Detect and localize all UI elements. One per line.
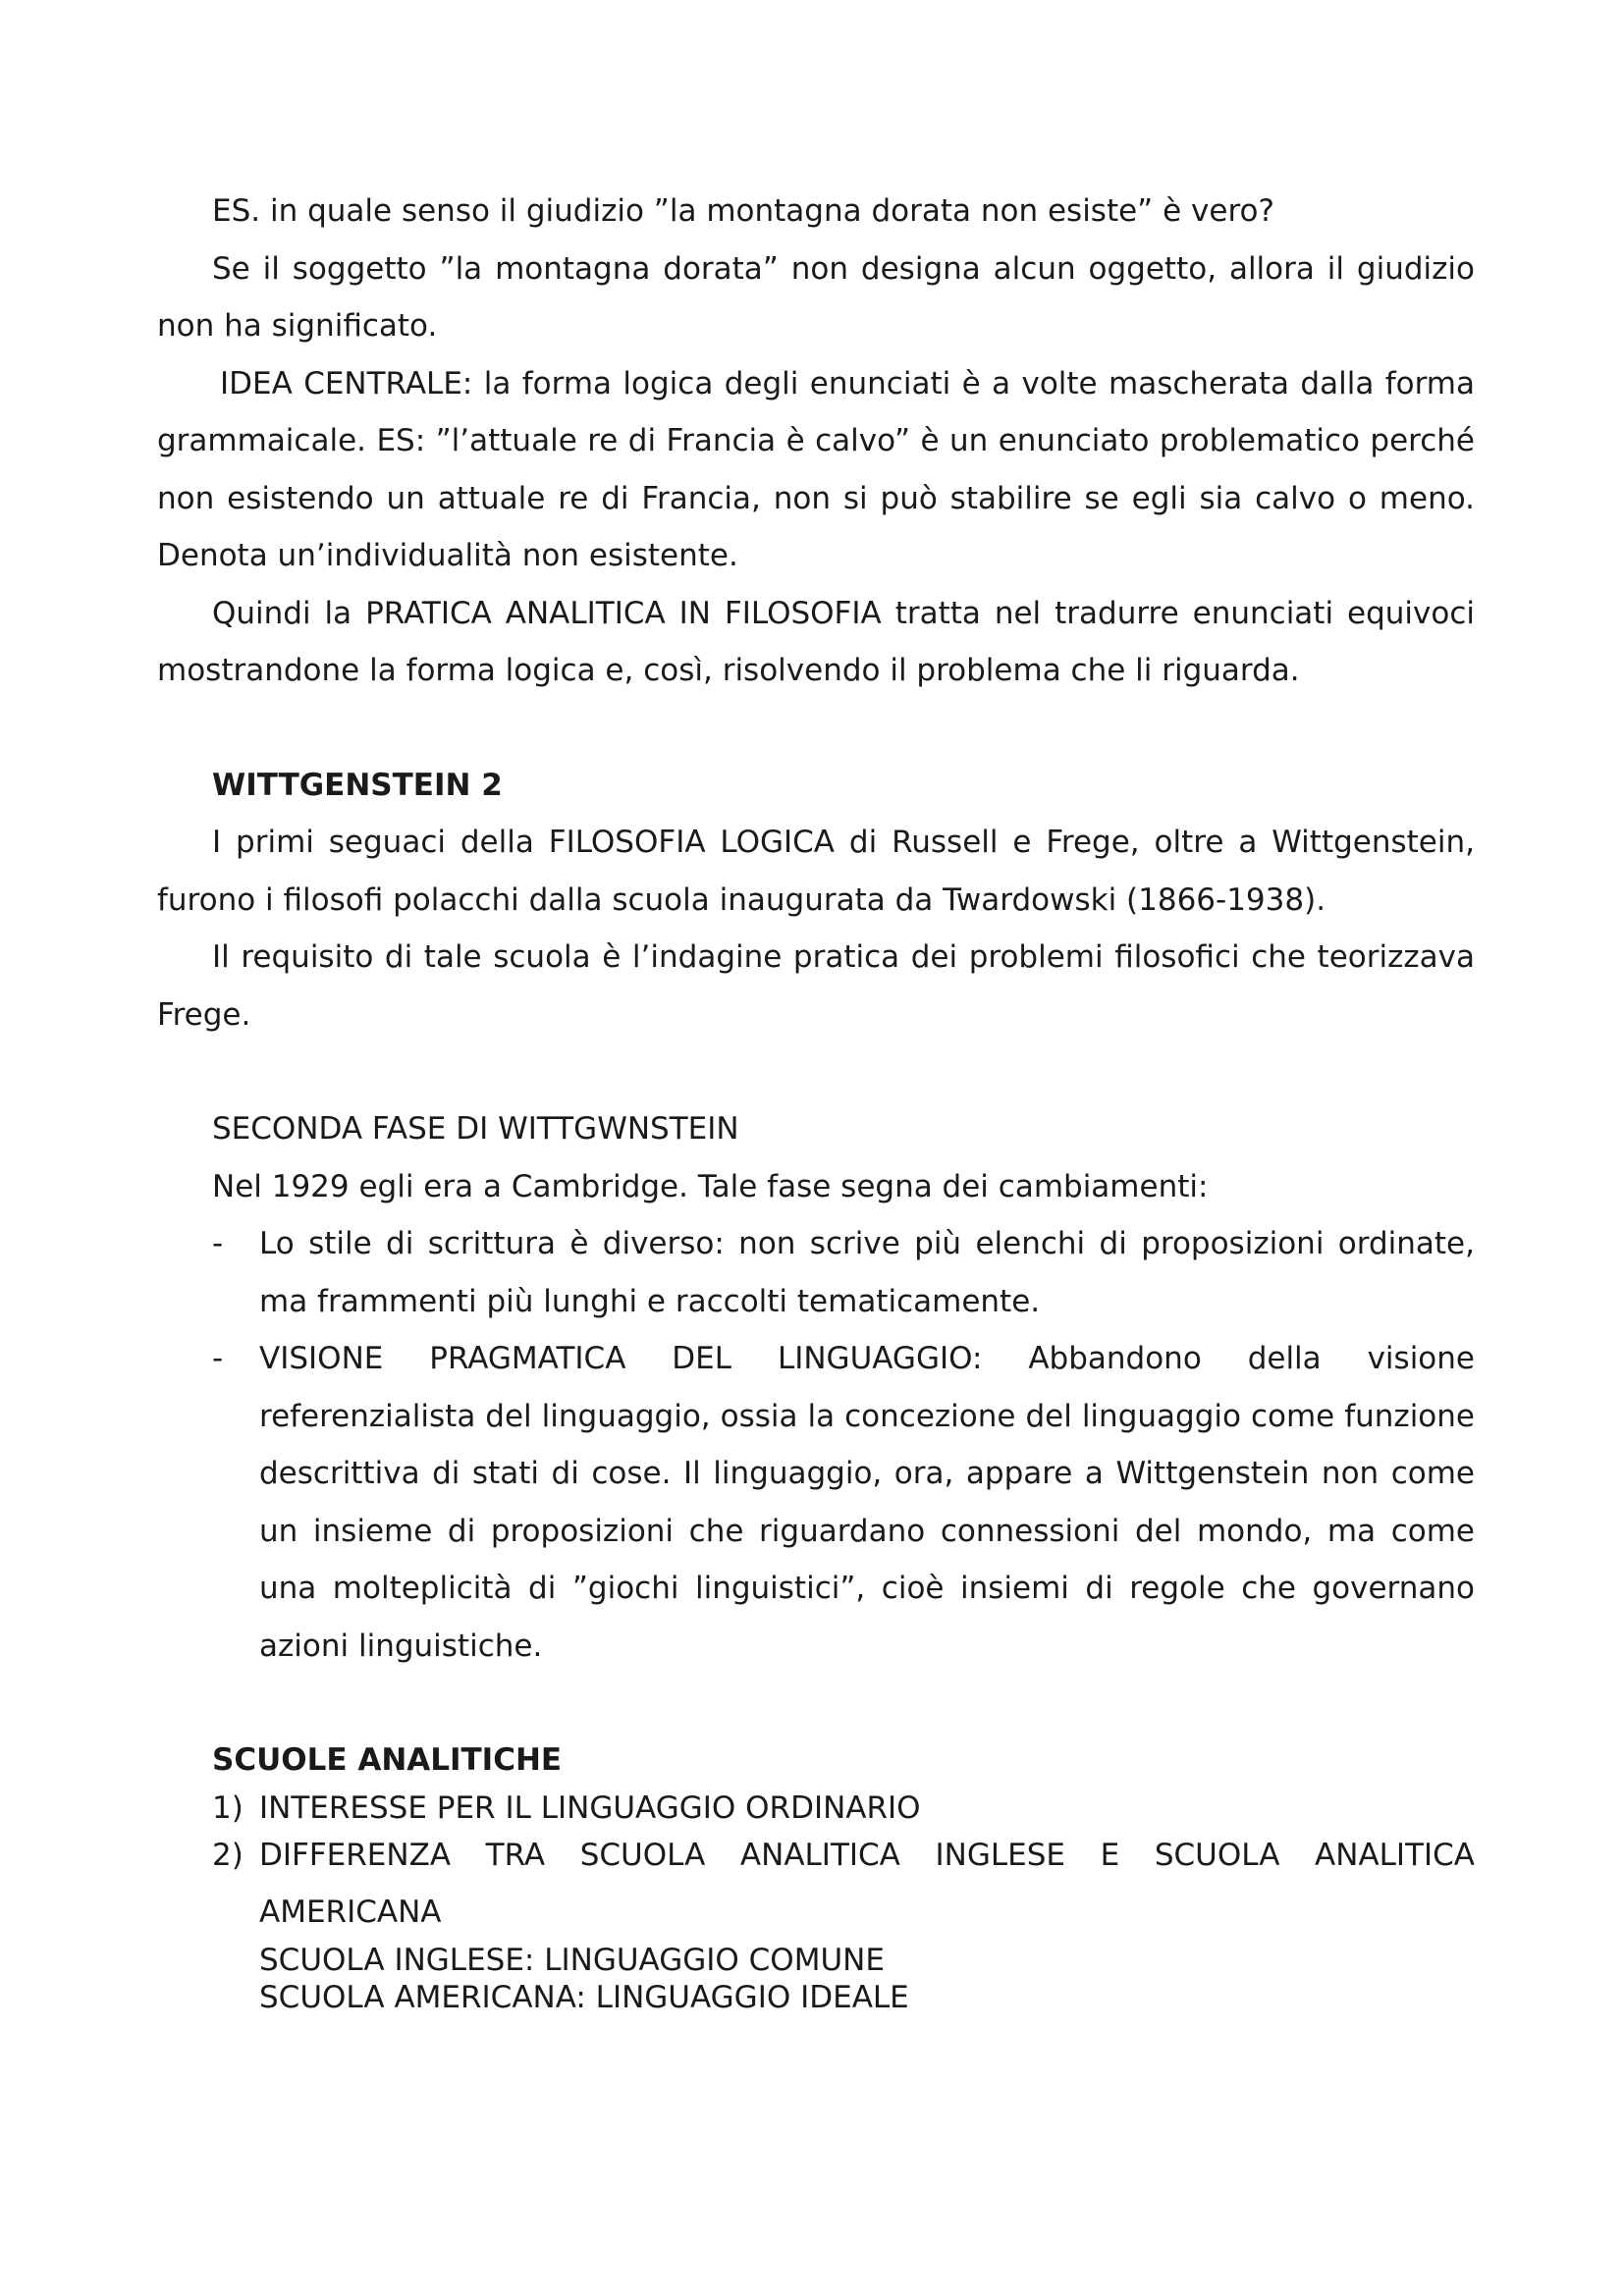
number-marker: 2) [212,1837,243,1873]
paragraph-example-question: ES. in quale senso il giudizio ”la montagna dorata non esiste” è vero? [212,193,1274,229]
heading-wittgenstein-2: WITTGENSTEIN 2 [212,767,503,803]
heading-scuole-analitiche: SCUOLE ANALITICHE [212,1742,563,1778]
item-text: DIFFERENZA TRA SCUOLA ANALITICA INGLESE E SCUOLA ANALITICA AMERICANA [259,1837,1475,1930]
list-item [157,1827,1475,1942]
paragraph-school-requirement: Il requisito di tale scuola è l’indagine pratica dei problemi filosofici che teorizzava Frege. [157,939,1475,1033]
sub-line-american-school: SCUOLA AMERICANA: LINGUAGGIO IDEALE [259,1979,909,2015]
item-text: INTERESSE PER IL LINGUAGGIO ORDINARIO [259,1789,921,1826]
sub-line-english-school: SCUOLA INGLESE: LINGUAGGIO COMUNE [259,1942,885,1978]
paragraph-central-idea: IDEA CENTRALE: la forma logica degli enunciati è a volte mascherata dalla forma grammaicale. ES: ”l’attuale re di Francia è calvo” è un enunciato problematico perché non esistendo un attuale re di Francia, non si può stabilire se egli sia calvo o meno. Denota un’individualità non esistente. [157,365,1475,573]
bullet-text: Lo stile di scrittura è diverso: non scrive più elenchi di proposizioni ordinate, ma frammenti più lunghi e raccolti tematicamente. [259,1226,1475,1319]
document-page [157,183,1475,2016]
list-item [157,1215,1475,1330]
paragraph-golden-mountain: Se il soggetto ”la montagna dorata” non designa alcun oggetto, allora il giudizio non ha significato. [157,250,1475,344]
number-marker: 1) [212,1789,243,1826]
bullet-text: VISIONE PRAGMATICA DEL LINGUAGGIO: Abbandono della visione referenzialista del linguaggio, ossia la concezione del linguaggio come funzione descrittiva di stati di cose. Il linguaggio, ora, appare a Wittgenstein non come un insieme di proposizioni che riguardano connessioni del mondo, ma come una molteplicità di ”giochi linguistici”, cioè insiemi di regole che governano azioni linguistiche. [259,1341,1475,1664]
list-item [157,1789,1475,1827]
paragraph-first-followers: I primi seguaci della FILOSOFIA LOGICA di Russell e Frege, oltre a Wittgenstein, furono i filosofi polacchi dalla scuola inaugurata da Twardowski (1866-1938). [157,825,1475,918]
spacer [157,1043,1475,1100]
list-item [157,1330,1475,1675]
paragraph-cambridge-intro: Nel 1929 egli era a Cambridge. Tale fase segna dei cambiamenti: [212,1168,1209,1204]
heading-seconda-fase: SECONDA FASE DI WITTGWNSTEIN [212,1111,739,1147]
bullet-marker: - [212,1341,224,1376]
paragraph-analytic-practice: Quindi la PRATICA ANALITICA IN FILOSOFIA tratta nel tradurre enunciati equivoci mostrandone la forma logica e, così, risolvendo il problema che li riguarda. [157,595,1475,688]
bullet-marker: - [212,1226,224,1261]
